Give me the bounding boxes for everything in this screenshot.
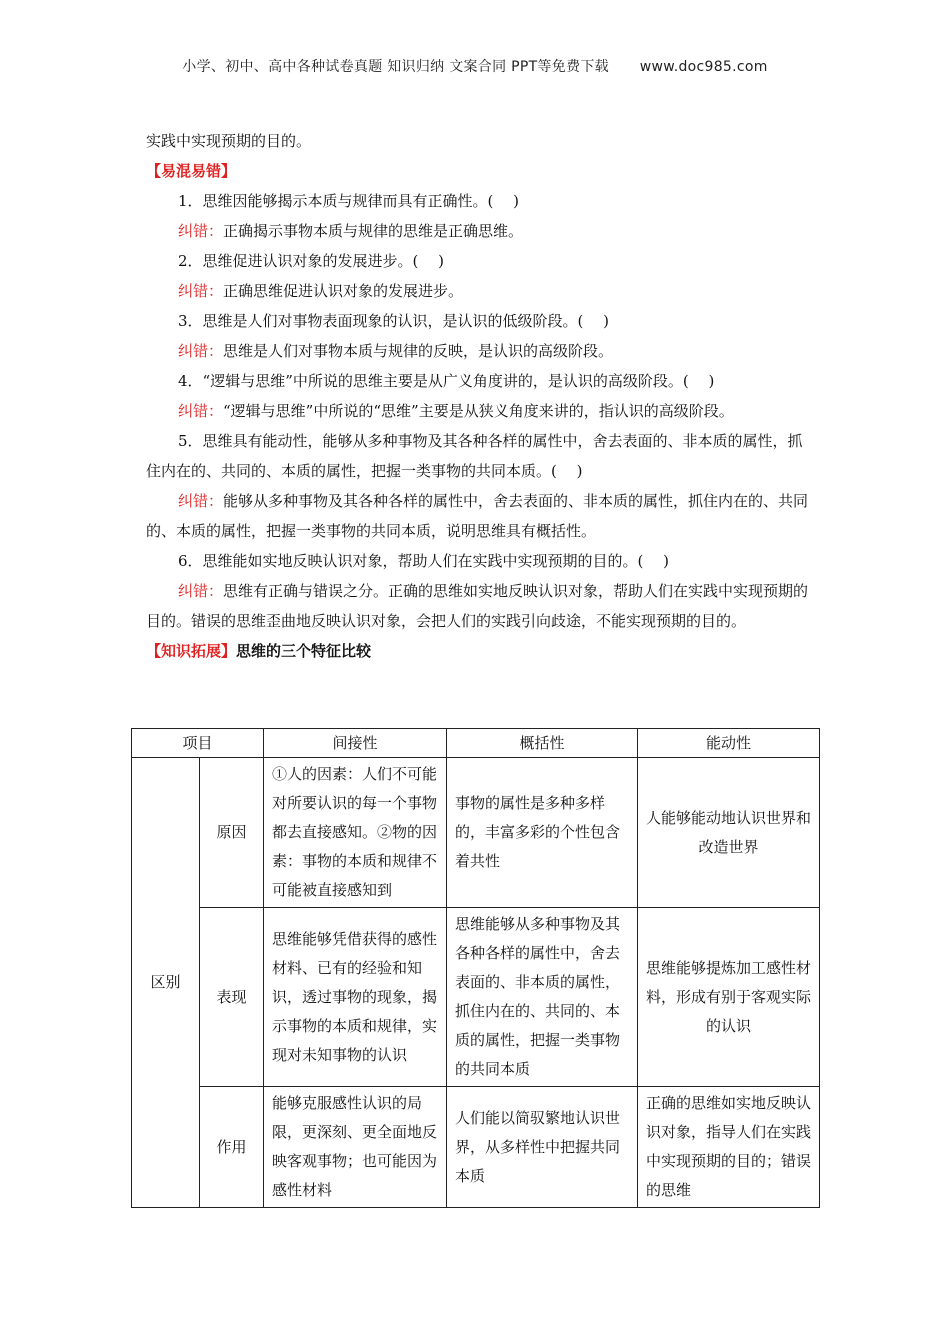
- correction-1: 纠错：正确揭示事物本质与规律的思维是正确思维。: [178, 222, 524, 240]
- question-3: 3．思维是人们对事物表面现象的认识，是认识的低级阶段。( ): [178, 312, 610, 330]
- header-text: 小学、初中、高中各种试卷真题 知识归纳 文案合同 PPT等免费下载: [182, 59, 609, 75]
- item-4: [146, 366, 810, 426]
- section-title-extension: 【知识拓展】思维的三个特征比较: [146, 642, 372, 660]
- question-2: 2．思维促进认识对象的发展进步。( ): [178, 252, 445, 270]
- question-5: 5．思维具有能动性，能够从多种事物及其各种各样的属性中，舍去表面的、非本质的属性，抓住内在的、共同的、本质的属性，把握一类事物的共同本质。( ): [146, 432, 803, 480]
- row-label-manifestation: 表现: [200, 908, 264, 1087]
- comparison-table: [131, 728, 820, 1208]
- table-cell: ①人的因素：人们不可能对所要认识的每一个事物都去直接感知。②物的因素：事物的本质和规律不可能被直接感知到: [264, 758, 447, 908]
- header-activeness: 能动性: [638, 729, 820, 758]
- table-row: [132, 758, 820, 908]
- item-1: [146, 186, 810, 246]
- correction-3: 纠错：思维是人们对事物本质与规律的反映，是认识的高级阶段。: [178, 342, 614, 360]
- item-5: [146, 426, 810, 546]
- row-label-cause: 原因: [200, 758, 264, 908]
- header-indirectness: 间接性: [264, 729, 447, 758]
- table-cell: 思维能够提炼加工感性材料，形成有别于客观实际的认识: [638, 908, 820, 1087]
- table-cell: 思维能够从多种事物及其各种各样的属性中，舍去表面的、非本质的属性，抓住内在的、共同的、本质的属性，把握一类事物的共同本质: [447, 908, 638, 1087]
- group-label-difference: 区别: [132, 758, 200, 1208]
- page-header: [0, 56, 950, 76]
- question-1: 1．思维因能够揭示本质与规律而具有正确性。( ): [178, 192, 520, 210]
- question-6: 6．思维能如实地反映认识对象，帮助人们在实践中实现预期的目的。( ): [178, 552, 670, 570]
- table-cell: 事物的属性是多种多样的，丰富多彩的个性包含着共性: [447, 758, 638, 908]
- table-cell: 人们能以简驭繁地认识世界，从多样性中把握共同本质: [447, 1087, 638, 1208]
- table-cell: 思维能够凭借获得的感性材料、已有的经验和知识，透过事物的现象，揭示事物的本质和规律，实现对未知事物的认识: [264, 908, 447, 1087]
- table-cell: 能够克服感性认识的局限，更深刻、更全面地反映客观事物；也可能因为感性材料: [264, 1087, 447, 1208]
- row-label-effect: 作用: [200, 1087, 264, 1208]
- document-body: [146, 126, 810, 666]
- section-title-confusions: 【易混易错】: [146, 162, 237, 180]
- item-3: [146, 306, 810, 366]
- question-4: 4．“逻辑与思维”中所说的思维主要是从广义角度讲的，是认识的高级阶段。( ): [178, 372, 715, 390]
- table-cell: 正确的思维如实地反映认识对象，指导人们在实践中实现预期的目的；错误的思维: [638, 1087, 820, 1208]
- table-row: [132, 1087, 820, 1208]
- table-cell: 人能够能动地认识世界和改造世界: [638, 758, 820, 908]
- intro-line: 实践中实现预期的目的。: [146, 132, 312, 150]
- correction-6: 纠错：思维有正确与错误之分。正确的思维如实地反映认识对象，帮助人们在实践中实现预期的目的。错误的思维歪曲地反映认识对象，会把人们的实践引向歧途，不能实现预期的目的。: [146, 582, 809, 630]
- header-url[interactable]: www.doc985.com: [639, 59, 768, 75]
- item-2: [146, 246, 810, 306]
- correction-4: 纠错：“逻辑与思维”中所说的“思维”主要是从狭义角度来讲的，指认识的高级阶段。: [178, 402, 734, 420]
- item-6: [146, 546, 810, 636]
- correction-2: 纠错：正确思维促进认识对象的发展进步。: [178, 282, 464, 300]
- correction-5: 纠错：能够从多种事物及其各种各样的属性中，舍去表面的、非本质的属性，抓住内在的、共同的、本质的属性，把握一类事物的共同本质，说明思维具有概括性。: [146, 492, 809, 540]
- table-row: [132, 908, 820, 1087]
- header-generality: 概括性: [447, 729, 638, 758]
- header-item: 项目: [132, 729, 264, 758]
- table-header-row: [132, 729, 820, 758]
